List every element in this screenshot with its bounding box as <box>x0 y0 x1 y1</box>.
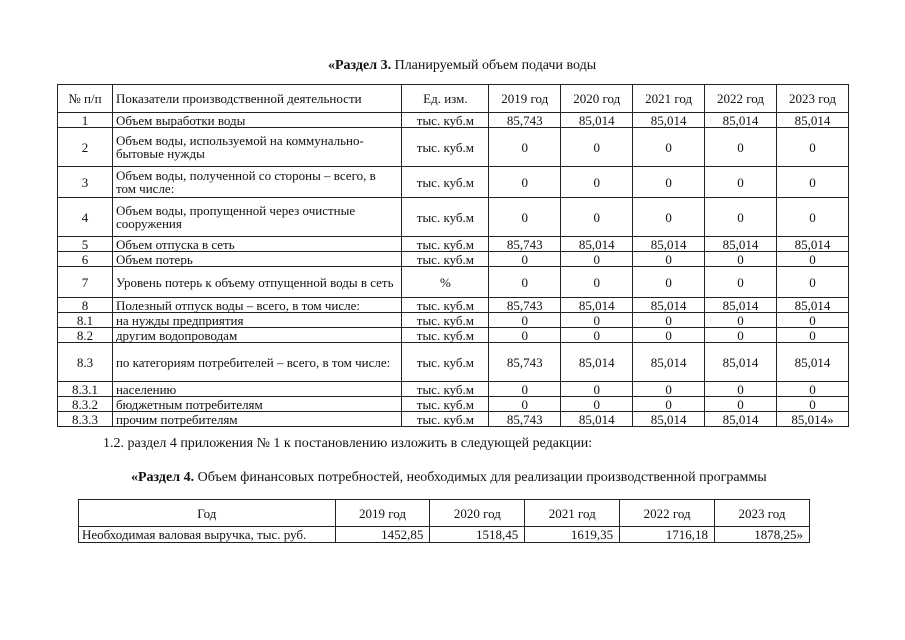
indicator-name: Объем потерь <box>112 252 402 267</box>
value-cell: 0 <box>489 198 561 237</box>
value-cell: 0 <box>633 397 705 412</box>
column-header: Год <box>79 500 336 527</box>
value-cell: 0 <box>561 313 633 328</box>
column-header: 2021 год <box>633 85 705 113</box>
value-cell: 85,014 <box>633 237 705 252</box>
indicator-name: Объем воды, полученной со стороны – всего, в том числе: <box>112 167 402 198</box>
indicator-name: Объем отпуска в сеть <box>112 237 402 252</box>
value-cell: 0 <box>777 267 849 298</box>
table-row <box>58 167 849 198</box>
value-cell: 1518,45 <box>430 527 525 543</box>
value-cell: 85,014» <box>777 412 849 427</box>
unit-cell: тыс. куб.м <box>402 128 489 167</box>
value-cell: 0 <box>633 313 705 328</box>
indicator-name: Объем воды, используемой на коммунально-бытовые нужды <box>112 128 402 167</box>
value-cell: 0 <box>777 252 849 267</box>
value-cell: 0 <box>489 252 561 267</box>
value-cell: 0 <box>633 198 705 237</box>
indicator-name: прочим потребителям <box>112 412 402 427</box>
value-cell: 85,014 <box>561 298 633 313</box>
column-header: Ед. изм. <box>402 85 489 113</box>
value-cell: 0 <box>489 382 561 397</box>
row-number: 8.3.2 <box>58 397 113 412</box>
instruction-paragraph: 1.2. раздел 4 приложения № 1 к постановлению изложить в следующей редакции: <box>103 436 593 451</box>
value-cell: 85,014 <box>705 113 777 128</box>
unit-cell: тыс. куб.м <box>402 198 489 237</box>
row-number: 8.1 <box>58 313 113 328</box>
section4-header-row <box>79 500 810 527</box>
unit-cell: тыс. куб.м <box>402 382 489 397</box>
value-cell: 0 <box>633 252 705 267</box>
value-cell: 0 <box>705 128 777 167</box>
table-row <box>58 397 849 412</box>
indicator-name: на нужды предприятия <box>112 313 402 328</box>
row-number: 8 <box>58 298 113 313</box>
unit-cell: тыс. куб.м <box>402 343 489 382</box>
value-cell: 0 <box>561 397 633 412</box>
column-header: 2022 год <box>705 85 777 113</box>
value-cell: 0 <box>777 382 849 397</box>
row-number: 1 <box>58 113 113 128</box>
column-header: № п/п <box>58 85 113 113</box>
unit-cell: тыс. куб.м <box>402 167 489 198</box>
unit-cell: тыс. куб.м <box>402 328 489 343</box>
value-cell: 0 <box>705 313 777 328</box>
column-header: 2023 год <box>715 500 810 527</box>
value-cell: 0 <box>705 328 777 343</box>
table-row <box>58 128 849 167</box>
table-row <box>79 527 810 543</box>
value-cell: 0 <box>489 128 561 167</box>
indicator-name: другим водопроводам <box>112 328 402 343</box>
value-cell: 0 <box>777 167 849 198</box>
row-number: 8.3.1 <box>58 382 113 397</box>
indicator-name: Полезный отпуск воды – всего, в том числе: <box>112 298 402 313</box>
value-cell: 0 <box>633 267 705 298</box>
value-cell: 0 <box>633 167 705 198</box>
row-number: 5 <box>58 237 113 252</box>
value-cell: 1716,18 <box>620 527 715 543</box>
table-row <box>58 237 849 252</box>
value-cell: 0 <box>777 198 849 237</box>
column-header: 2019 год <box>489 85 561 113</box>
unit-cell: тыс. куб.м <box>402 298 489 313</box>
value-cell: 0 <box>705 167 777 198</box>
value-cell: 0 <box>705 267 777 298</box>
column-header: 2020 год <box>561 85 633 113</box>
value-cell: 0 <box>561 267 633 298</box>
value-cell: 85,014 <box>561 113 633 128</box>
value-cell: 0 <box>633 328 705 343</box>
section3-title: «Раздел 3. Планируемый объем подачи воды <box>328 58 597 73</box>
column-header: 2019 год <box>335 500 430 527</box>
indicator-name: населению <box>112 382 402 397</box>
value-cell: 85,014 <box>777 298 849 313</box>
value-cell: 85,014 <box>561 343 633 382</box>
unit-cell: % <box>402 267 489 298</box>
value-cell: 85,014 <box>777 343 849 382</box>
value-cell: 85,014 <box>705 412 777 427</box>
value-cell: 0 <box>561 128 633 167</box>
unit-cell: тыс. куб.м <box>402 397 489 412</box>
table-row <box>58 113 849 128</box>
unit-cell: тыс. куб.м <box>402 252 489 267</box>
indicator-name: по категориям потребителей – всего, в том числе: <box>112 343 402 382</box>
table-row <box>58 313 849 328</box>
row-number: 4 <box>58 198 113 237</box>
value-cell: 85,014 <box>633 113 705 128</box>
value-cell: 0 <box>561 328 633 343</box>
value-cell: 0 <box>561 198 633 237</box>
table-row <box>58 298 849 313</box>
value-cell: 0 <box>777 313 849 328</box>
value-cell: 0 <box>561 252 633 267</box>
table-row <box>58 343 849 382</box>
unit-cell: тыс. куб.м <box>402 412 489 427</box>
value-cell: 0 <box>489 167 561 198</box>
table-row <box>58 382 849 397</box>
indicator-name: Уровень потерь к объему отпущенной воды в сеть <box>112 267 402 298</box>
value-cell: 0 <box>705 198 777 237</box>
value-cell: 85,014 <box>777 113 849 128</box>
indicator-name: бюджетным потребителям <box>112 397 402 412</box>
value-cell: 85,014 <box>705 298 777 313</box>
value-cell: 0 <box>489 313 561 328</box>
column-header: 2020 год <box>430 500 525 527</box>
value-cell: 85,014 <box>633 298 705 313</box>
value-cell: 0 <box>561 382 633 397</box>
value-cell: 0 <box>705 397 777 412</box>
section4-title: «Раздел 4. Объем финансовых потребностей, необходимых для реализации производственной программы <box>131 470 767 485</box>
column-header: 2023 год <box>777 85 849 113</box>
indicator-name: Объем воды, пропущенной через очистные сооружения <box>112 198 402 237</box>
section3-table <box>57 84 849 427</box>
value-cell: 85,014 <box>633 412 705 427</box>
table-row <box>58 198 849 237</box>
value-cell: 85,014 <box>777 237 849 252</box>
value-cell: 0 <box>633 382 705 397</box>
row-number: 3 <box>58 167 113 198</box>
value-cell: 85,743 <box>489 113 561 128</box>
value-cell: 0 <box>777 397 849 412</box>
value-cell: 85,014 <box>633 343 705 382</box>
value-cell: 85,743 <box>489 237 561 252</box>
value-cell: 85,743 <box>489 412 561 427</box>
indicator-name: Объем выработки воды <box>112 113 402 128</box>
row-number: 2 <box>58 128 113 167</box>
column-header: Показатели производственной деятельности <box>112 85 402 113</box>
value-cell: 0 <box>561 167 633 198</box>
value-cell: 0 <box>633 128 705 167</box>
value-cell: 85,014 <box>561 237 633 252</box>
value-cell: 0 <box>777 328 849 343</box>
table-row <box>58 328 849 343</box>
value-cell: 0 <box>705 252 777 267</box>
value-cell: 85,014 <box>705 237 777 252</box>
value-cell: 85,014 <box>705 343 777 382</box>
indicator-name: Необходимая валовая выручка, тыс. руб. <box>79 527 336 543</box>
value-cell: 0 <box>777 128 849 167</box>
column-header: 2021 год <box>525 500 620 527</box>
section3-header-row <box>58 85 849 113</box>
row-number: 8.3 <box>58 343 113 382</box>
value-cell: 1452,85 <box>335 527 430 543</box>
value-cell: 1878,25» <box>715 527 810 543</box>
value-cell: 1619,35 <box>525 527 620 543</box>
table-row <box>58 252 849 267</box>
column-header: 2022 год <box>620 500 715 527</box>
value-cell: 85,014 <box>561 412 633 427</box>
value-cell: 0 <box>489 267 561 298</box>
value-cell: 0 <box>705 382 777 397</box>
row-number: 8.3.3 <box>58 412 113 427</box>
unit-cell: тыс. куб.м <box>402 113 489 128</box>
section4-table <box>78 499 810 543</box>
table-row <box>58 267 849 298</box>
row-number: 7 <box>58 267 113 298</box>
row-number: 6 <box>58 252 113 267</box>
value-cell: 0 <box>489 397 561 412</box>
row-number: 8.2 <box>58 328 113 343</box>
table-row <box>58 412 849 427</box>
unit-cell: тыс. куб.м <box>402 313 489 328</box>
value-cell: 85,743 <box>489 343 561 382</box>
value-cell: 85,743 <box>489 298 561 313</box>
unit-cell: тыс. куб.м <box>402 237 489 252</box>
value-cell: 0 <box>489 328 561 343</box>
